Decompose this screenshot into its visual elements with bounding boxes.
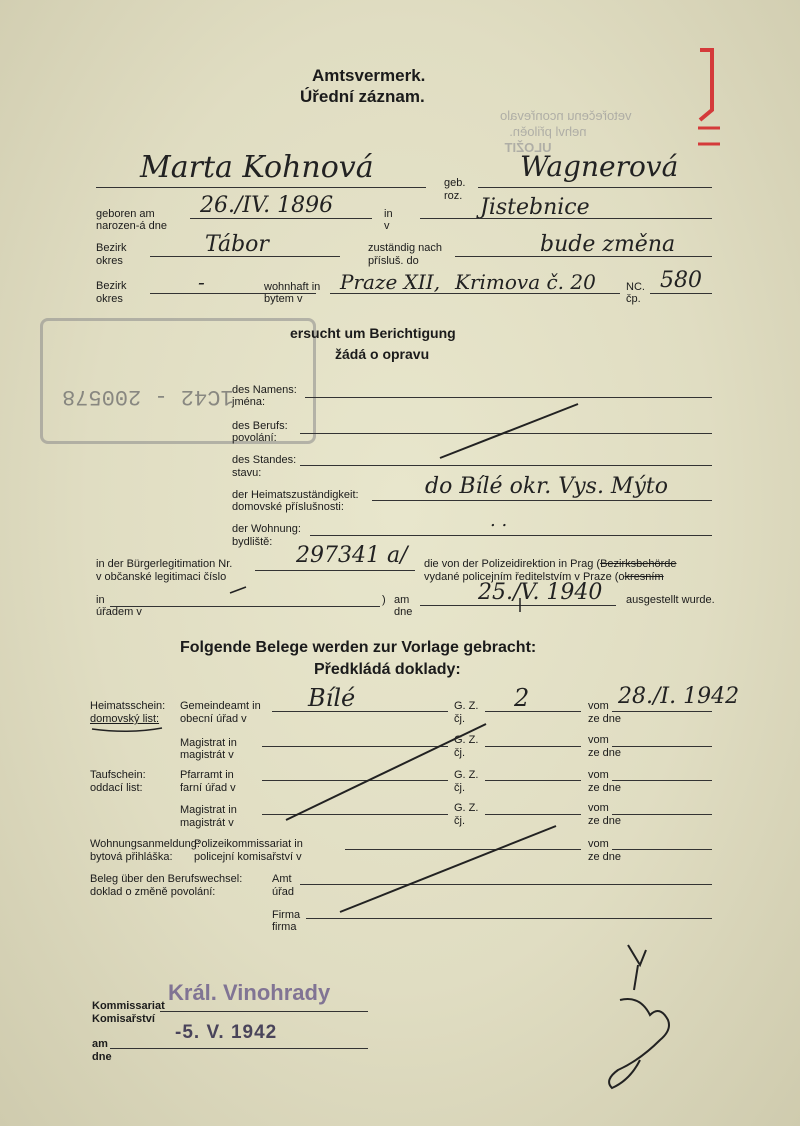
beruf-cz: doklad o změně povolání:: [90, 886, 216, 898]
zust-label: zuständig nach: [368, 242, 442, 254]
born-label-cz: narozen-á dne: [96, 220, 167, 232]
amt-cz: úřad: [272, 886, 295, 898]
zedne-label: ze dne: [588, 782, 622, 794]
street-value: Krimova č. 20: [455, 270, 596, 294]
gemeinde-cz: obecní úřad v: [180, 713, 247, 725]
name-value: Marta Kohnová: [140, 150, 374, 185]
footer-dne: dne: [92, 1051, 112, 1063]
taufschein-cz: oddací list:: [90, 782, 143, 794]
polizei-de: Polizeikommissariat in: [194, 838, 303, 850]
wohnung-de: Wohnungsanmeldung:: [90, 838, 200, 850]
wohnung-value: . .: [490, 510, 508, 531]
mirrored-stamp-line: ULOŽIT: [504, 140, 552, 155]
cj-label: čj.: [454, 815, 465, 827]
crossout-stroke: [340, 826, 556, 912]
legit-label-de: in der Bürgerlegitimation Nr.: [96, 558, 233, 570]
request-row-de: der Wohnung:: [232, 523, 301, 535]
gemeinde-value: Bílé: [308, 684, 356, 712]
firma-cz: firma: [272, 921, 297, 933]
taufschein-de: Taufschein:: [90, 769, 146, 781]
title-cz: Úřední záznam.: [300, 87, 425, 106]
underline-stroke: [92, 728, 162, 731]
request-row-de: des Standes:: [232, 454, 297, 466]
heimat-value: do Bílé okr. Vys. Mýto: [425, 474, 668, 499]
police-stamp-number: 1C42 - 200578: [62, 384, 234, 409]
legit-in-cz: úřadem v: [96, 606, 142, 618]
request-row-cz: domovské příslušnosti:: [232, 501, 344, 513]
magistrat-de: Magistrat in: [180, 737, 237, 749]
zedne-label: ze dne: [588, 747, 622, 759]
kommissariat-stamp: Král. Vinohrady: [168, 980, 331, 1005]
magistrat-de: Magistrat in: [180, 804, 237, 816]
gz-label: G. Z.: [454, 700, 479, 712]
bezirk-label: Bezirk: [96, 242, 127, 254]
legit-date: 25./V. 1940: [478, 580, 603, 605]
gemeinde-de: Gemeindeamt in: [180, 700, 261, 712]
request-row-de: des Namens:: [232, 384, 297, 396]
vom-label: vom: [588, 769, 609, 781]
mirrored-stamp-line: vetořečenu nconřevalo: [500, 108, 632, 123]
okres2-label: okres: [96, 293, 123, 305]
legit-label-cz: v občanské legitimaci číslo: [96, 571, 227, 583]
cj-label: čj.: [454, 782, 465, 794]
red-bracket-mark: [700, 50, 712, 120]
district2-value: -: [198, 270, 205, 294]
request-row-de: der Heimatszuständigkeit:: [232, 489, 359, 501]
cp-label: čp.: [626, 293, 641, 305]
legit-number: 297341 a/: [296, 543, 408, 568]
district-value: Tábor: [205, 232, 269, 257]
pfarramt-de: Pfarramt in: [180, 769, 234, 781]
komm-cz: Komisařství: [92, 1013, 155, 1025]
gz-value: 2: [514, 684, 530, 712]
komm-de: Kommissariat: [92, 1000, 165, 1012]
issuer-de-prefix: die von der Polizeidirektion in Prag (: [424, 558, 601, 570]
geb-label: geb.: [444, 177, 466, 189]
legit-dne: dne: [394, 606, 413, 618]
vom-label: vom: [588, 700, 609, 712]
issuer-de-struck: Bezirksbehörde: [600, 558, 677, 570]
in-label: in: [384, 208, 393, 220]
heimatschein-cz: domovský list:: [90, 713, 160, 725]
wohnung-cz: bytová přihláška:: [90, 851, 173, 863]
wohn-label: wohnhaft in: [264, 281, 321, 293]
heimatschein-de: Heimatsschein:: [90, 700, 166, 712]
gz-label: G. Z.: [454, 734, 479, 746]
vom-label: vom: [588, 802, 609, 814]
crossout-stroke: [440, 404, 578, 458]
title-de: Amtsvermerk.: [312, 66, 426, 85]
issuer-cz-struck: kresním: [624, 571, 664, 583]
documents-heading-de: Folgende Belege werden zur Vorlage gebracht:: [180, 639, 537, 656]
born-value: 26./IV. 1896: [200, 193, 334, 218]
legit-am: am: [394, 594, 410, 606]
vom-value: 28./I. 1942: [618, 684, 740, 709]
firma-de: Firma: [272, 909, 301, 921]
zedne-label: ze dne: [588, 713, 622, 725]
residence-value: Praze XII,: [340, 270, 441, 294]
ausgestellt: ausgestellt wurde.: [626, 594, 715, 606]
footer-am: am: [92, 1038, 108, 1050]
born-label-de: geboren am: [96, 208, 155, 220]
amt-de: Amt: [272, 873, 292, 885]
roz-label: roz.: [444, 190, 463, 202]
signature-mark: [609, 945, 669, 1088]
paren-close: ): [382, 594, 386, 606]
zedne-label: ze dne: [588, 815, 622, 827]
maiden-value: Wagnerová: [520, 150, 679, 183]
gz-label: G. Z.: [454, 769, 479, 781]
v-label: v: [384, 220, 390, 232]
magistrat-cz: magistrát v: [180, 749, 234, 761]
crossout-stroke: [286, 724, 486, 820]
gz-label: G. Z.: [454, 802, 479, 814]
magistrat-cz: magistrát v: [180, 817, 234, 829]
request-row-cz: povolání:: [232, 432, 277, 444]
request-row-de: des Berufs:: [232, 420, 288, 432]
zust-value: bude změna: [540, 232, 676, 257]
vom-label: vom: [588, 838, 609, 850]
documents-heading-cz: Předkládá doklady:: [314, 661, 461, 678]
bezirk2-label: Bezirk: [96, 280, 127, 292]
cj-label: čj.: [454, 713, 465, 725]
dash-mark: [230, 587, 246, 593]
vom-label: vom: [588, 734, 609, 746]
request-row-cz: bydliště:: [232, 536, 273, 548]
zedne-label: ze dne: [588, 851, 622, 863]
cj-label: čj.: [454, 747, 465, 759]
pfarramt-cz: farní úřad v: [180, 782, 236, 794]
mirrored-stamp-line: nehvl přiloěn.: [509, 124, 587, 139]
nc-value: 580: [660, 268, 702, 293]
request-row-cz: stavu:: [232, 467, 262, 479]
bytem-label: bytem v: [264, 293, 303, 305]
request-heading-cz: žádá o opravu: [335, 346, 430, 362]
prislus-label: přísluš. do: [368, 255, 419, 267]
nc-label: NC.: [626, 281, 645, 293]
polizei-cz: policejní komisařství v: [194, 851, 302, 863]
legit-in-de: in: [96, 594, 105, 606]
beruf-de: Beleg über den Berufswechsel:: [90, 873, 243, 885]
request-heading-de: ersucht um Berichtigung: [290, 325, 456, 341]
okres-label: okres: [96, 255, 123, 267]
date-stamp: -5. V. 1942: [175, 1022, 278, 1043]
request-row-cz: jména:: [232, 396, 266, 408]
birthplace-value: Jistebnice: [480, 195, 590, 220]
issuer-cz-prefix: vydané policejním ředitelstvím v Praze (o: [424, 571, 625, 583]
